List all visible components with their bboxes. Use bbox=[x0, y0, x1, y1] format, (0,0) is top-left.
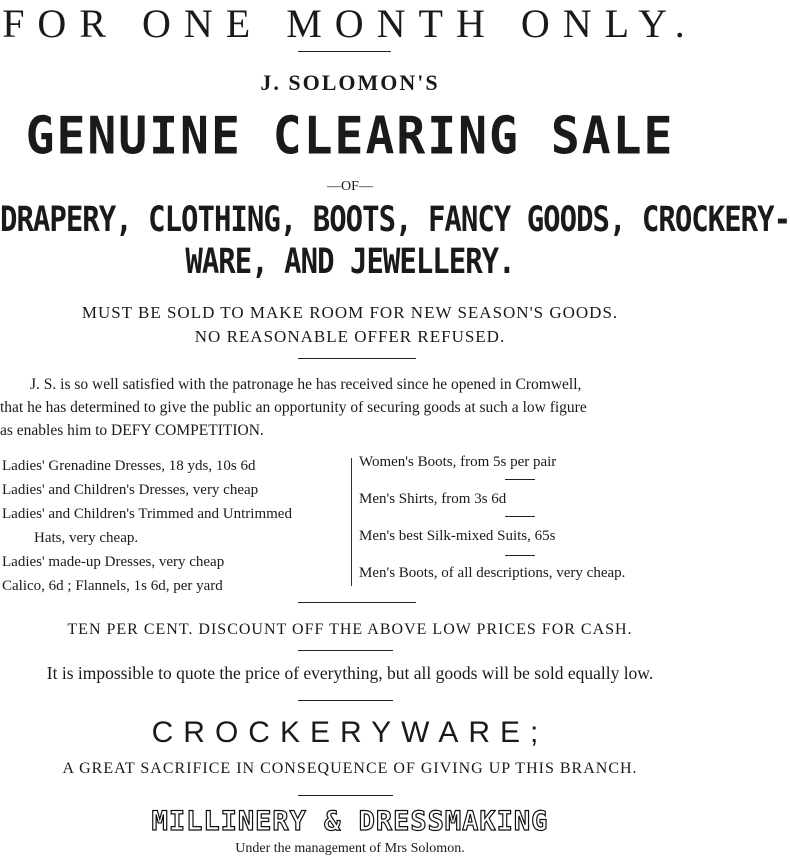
list-item: Ladies' Grenadine Dresses, 18 yds, 10s 6d bbox=[2, 458, 256, 474]
list-item: Women's Boots, from 5s per pair bbox=[359, 454, 557, 470]
millinery-title: MILLINERY & DRESSMAKING bbox=[151, 806, 549, 837]
crockery-notice: A GREAT SACRIFICE IN CONSEQUENCE OF GIVING UP THIS BRANCH. bbox=[62, 760, 638, 777]
list-item: Men's Boots, of all descriptions, very cheap. bbox=[359, 565, 626, 581]
ladies-goods-list bbox=[2, 454, 347, 598]
price-notice: It is impossible to quote the price of everything, but all goods will be sold equally low. bbox=[46, 663, 654, 683]
list-item: Men's best Silk-mixed Suits, 65s bbox=[359, 528, 556, 544]
list-item: Ladies' and Children's Trimmed and Untrimmed bbox=[2, 506, 292, 522]
paragraph-line: as enables him to DEFY COMPETITION. bbox=[0, 422, 264, 439]
mens-goods-list bbox=[359, 451, 699, 599]
intro-paragraph bbox=[0, 373, 700, 442]
goods-line-2: WARE, AND JEWELLERY. bbox=[185, 240, 515, 282]
list-item: Hats, very cheap. bbox=[34, 530, 139, 546]
must-sell-notice: MUST BE SOLD TO MAKE ROOM FOR NEW SEASON'S GOODS. bbox=[81, 303, 619, 322]
discount-notice: TEN PER CENT. DISCOUNT OFF THE ABOVE LOW PRICES FOR CASH. bbox=[67, 621, 633, 638]
of-line: —OF— bbox=[327, 179, 373, 194]
divider bbox=[298, 650, 393, 651]
divider bbox=[505, 479, 535, 480]
divider bbox=[505, 555, 535, 556]
crockery-title: CROCKERYWARE; bbox=[151, 716, 549, 749]
list-item: Ladies' made-up Dresses, very cheap bbox=[2, 554, 225, 570]
paragraph-line: J. S. is so well satisfied with the patronage he has received since he opened in Cromwell, bbox=[30, 376, 582, 393]
column-separator bbox=[351, 458, 352, 586]
divider bbox=[505, 516, 535, 517]
divider bbox=[298, 51, 391, 52]
no-offer-notice: NO REASONABLE OFFER REFUSED. bbox=[194, 327, 506, 346]
list-item: Ladies' and Children's Dresses, very cheap bbox=[2, 482, 259, 498]
goods-line-1: DRAPERY, CLOTHING, BOOTS, FANCY GOODS, CROCKERY- bbox=[0, 198, 790, 240]
merchant-name: J. SOLOMON'S bbox=[260, 70, 440, 95]
divider bbox=[298, 700, 393, 701]
list-item: Calico, 6d ; Flannels, 1s 6d, per yard bbox=[2, 578, 223, 594]
paragraph-line: that he has determined to give the public an opportunity of securing goods at such a low figure bbox=[0, 399, 587, 416]
divider bbox=[298, 358, 416, 359]
sale-title: GENUINE CLEARING SALE bbox=[25, 105, 675, 167]
divider bbox=[298, 602, 416, 603]
list-item: Men's Shirts, from 3s 6d bbox=[359, 491, 507, 507]
management-note: Under the management of Mrs Solomon. bbox=[235, 841, 465, 856]
advert-heading: FOR ONE MONTH ONLY. bbox=[2, 1, 698, 46]
divider bbox=[298, 795, 393, 796]
